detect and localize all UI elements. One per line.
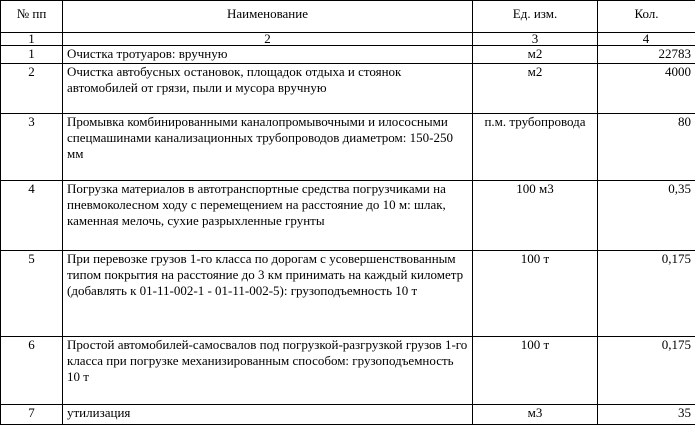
table-row [1, 251, 695, 337]
row-unit: 100 т [473, 251, 598, 337]
row-unit: м3 [473, 405, 598, 425]
row-qty: 0,35 [598, 181, 695, 251]
header-name: Наименование [63, 1, 473, 33]
row-number: 7 [1, 405, 63, 425]
row-name: Промывка комбинированными каналопромывочными и илососными спецмашинами канализационных трубопроводов диаметром: 150-250 мм [63, 114, 473, 181]
header-num: № пп [1, 1, 63, 33]
column-index-cell: 3 [473, 33, 598, 46]
row-qty: 80 [598, 114, 695, 181]
row-number: 4 [1, 181, 63, 251]
row-name: Очистка автобусных остановок, площадок отдыха и стоянок автомобилей от грязи, пыли и мусора вручную [63, 64, 473, 114]
column-index-row [1, 33, 695, 46]
row-name: При перевозке грузов 1-го класса по дорогам с усовершенствованным типом покрытия на расстояние до 3 км принимать на каждый километр (добавлять к 01-11-002-1 - 01-11-002-5): грузоподъемность 10 т [63, 251, 473, 337]
row-number: 6 [1, 337, 63, 405]
column-index-cell: 1 [1, 33, 63, 46]
row-qty: 22783 [598, 46, 695, 64]
table-row [1, 64, 695, 114]
header-unit: Ед. изм. [473, 1, 598, 33]
column-index-cell: 2 [63, 33, 473, 46]
table-row [1, 114, 695, 181]
row-qty: 0,175 [598, 251, 695, 337]
table-row [1, 181, 695, 251]
table-row [1, 405, 695, 425]
row-unit: 100 м3 [473, 181, 598, 251]
row-qty: 4000 [598, 64, 695, 114]
row-unit: м2 [473, 64, 598, 114]
row-number: 3 [1, 114, 63, 181]
row-name: Очистка тротуаров: вручную [63, 46, 473, 64]
header-qty: Кол. [598, 1, 695, 33]
table-row [1, 337, 695, 405]
row-unit: 100 т [473, 337, 598, 405]
row-unit: м2 [473, 46, 598, 64]
row-name: Простой автомобилей-самосвалов под погрузкой-разгрузкой грузов 1-го класса при погрузке механизированным способом: грузоподъемность 10 т [63, 337, 473, 405]
row-number: 1 [1, 46, 63, 64]
row-qty: 0,175 [598, 337, 695, 405]
row-number: 5 [1, 251, 63, 337]
row-number: 2 [1, 64, 63, 114]
row-unit: п.м. трубопровода [473, 114, 598, 181]
header-row [1, 1, 695, 33]
row-name: утилизация [63, 405, 473, 425]
row-name: Погрузка материалов в автотранспортные средства погрузчиками на пневмоколесном ходу с перемещением на расстояние до 10 м: шлак, каменная мелочь, сухие разрыхленные грунты [63, 181, 473, 251]
row-qty: 35 [598, 405, 695, 425]
column-index-cell: 4 [598, 33, 695, 46]
table-row [1, 46, 695, 64]
